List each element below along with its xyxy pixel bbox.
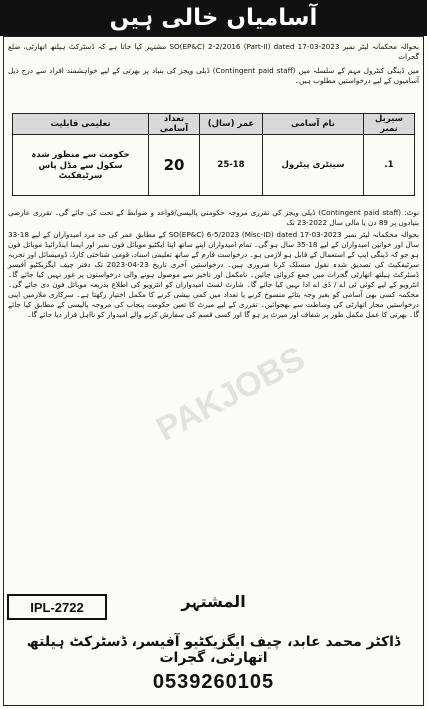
watermark: PAKJOBS xyxy=(150,339,312,449)
advertiser-name: ڈاکٹر محمد عابد، چیف ایگزیکٹیو آفیسر، ڈسٹرکٹ ہیلتھ اتھارٹی، گجرات xyxy=(26,634,401,666)
cell-qualification: حکومت سے منظور شدہ سکول سے مڈل پاس سرٹیفکیٹ xyxy=(13,135,149,196)
table-header-row xyxy=(13,114,415,135)
ipl-code-box: IPL-2722 xyxy=(7,594,107,620)
advertiser-heading: المشتہر xyxy=(181,592,246,611)
phone-number: 0539260105 xyxy=(152,671,275,693)
note: نوٹ: (Contingent paid staff) ڈیلی ویجز کی تقرری مروجہ حکومتی پالیسی/قواعد و ضوابط کے تحت کی جائے گی۔ تقرری عارضی بنیادوں پر 89 دن یا مالی سال 2022-23 تک xyxy=(8,208,419,227)
table-row xyxy=(13,135,415,196)
cell-count: 20 xyxy=(149,135,200,196)
header-age: عمر (سال) xyxy=(200,114,263,135)
reference-line-2: میں ڈینگی کنٹرول مہم کے سلسلہ میں (Contingent paid staff) ڈیلی ویجز کی بنیاد پر بھرتی کے لیے خواہشمند افراد سے درج ذیل آسامیوں کے لیے درخواستیں مطلوب ہیں۔ xyxy=(8,66,419,85)
cell-serial: 1. xyxy=(364,135,415,196)
reference-line-1: بحوالہ محکمانہ لیٹر نمبر SO(EP&C) 2-2/2016 (Part-II) dated 17-03-2023 مشتہر کیا جاتا ہے کہ ڈسٹرکٹ ہیلتھ اتھارٹی، ضلع گجرات xyxy=(8,42,419,61)
header-count: تعداد آسامی xyxy=(149,114,200,135)
header-serial: سیریل نمبر xyxy=(364,114,415,135)
terms-and-conditions: بحوالہ محکمانہ لیٹر نمبر SO(EP&C) 6-5/2023 (Misc-ID) dated 17-03-2023 کے مطابق عمر کی حد مرد امیدواران کے لیے 18-33 سال اور خواتین امیدواران کے لیے 18-35 سال ہو گی۔ تمام امیدواران اپنے ساتھ اپنا ایکٹیو موبائل فون نمبر اور ایسا اینڈرائیڈ موبائل فون ہو جو کہ ڈینگی ایپ کے استعمال کے قابل ہو لازمی ہو۔ درخواست فارم کے ساتھ تعلیمی اسناد، قومی شناختی کارڈ، ڈومیسائل اور تجربہ سرٹیفکیٹ کی تصدیق شدہ نقول منسلک کرنا ضروری ہیں۔ درخواستیں آخری تاریخ 23-04-2023 تک دفتر چیف ایگزیکٹیو آفیسر ڈسٹرکٹ ہیلتھ اتھارٹی گجرات میں جمع کروائی جائیں۔ نامکمل اور تاخیر سے موصول ہونے والی درخواستوں پر غور نہیں کیا جائے گا۔ انٹرویو کے لیے کوئی ٹی اے / ڈی اے ادا نہیں کیا جائے گا۔ شارٹ لسٹ امیدواران کو انٹرویو کی اطلاع بذریعہ موبائل فون دی جائے گی۔ محکمہ کسی بھی آسامی کو بغیر وجہ بتائے منسوخ کرنے یا تعداد میں کمی بیشی کرنے کا مکمل اختیار رکھتا ہے۔ سرکاری ملازمین اپنی درخواستیں مجاز اتھارٹی کی وساطت سے بھجوائیں۔ تقرری کے لیے میرٹ کا تعین حکومت پنجاب کی مروجہ پالیسی کے مطابق کیا جائے گا۔ بھرتی کا عمل مکمل طور پر شفاف اور میرٹ پر ہو گا اور کسی قسم کی سفارش کرنے والے امیدوار کو نااہل قرار دیا جائے گا۔ xyxy=(8,230,420,319)
headline: آسامیاں خالی ہیں xyxy=(109,5,318,31)
cell-age: 25-18 xyxy=(200,135,263,196)
headline-bar xyxy=(0,0,427,36)
header-qualification: تعلیمی قابلیت xyxy=(13,114,149,135)
cell-post: سینٹری پیٹرول xyxy=(263,135,364,196)
header-post: نام آسامی xyxy=(263,114,364,135)
vacancy-table xyxy=(12,113,415,196)
